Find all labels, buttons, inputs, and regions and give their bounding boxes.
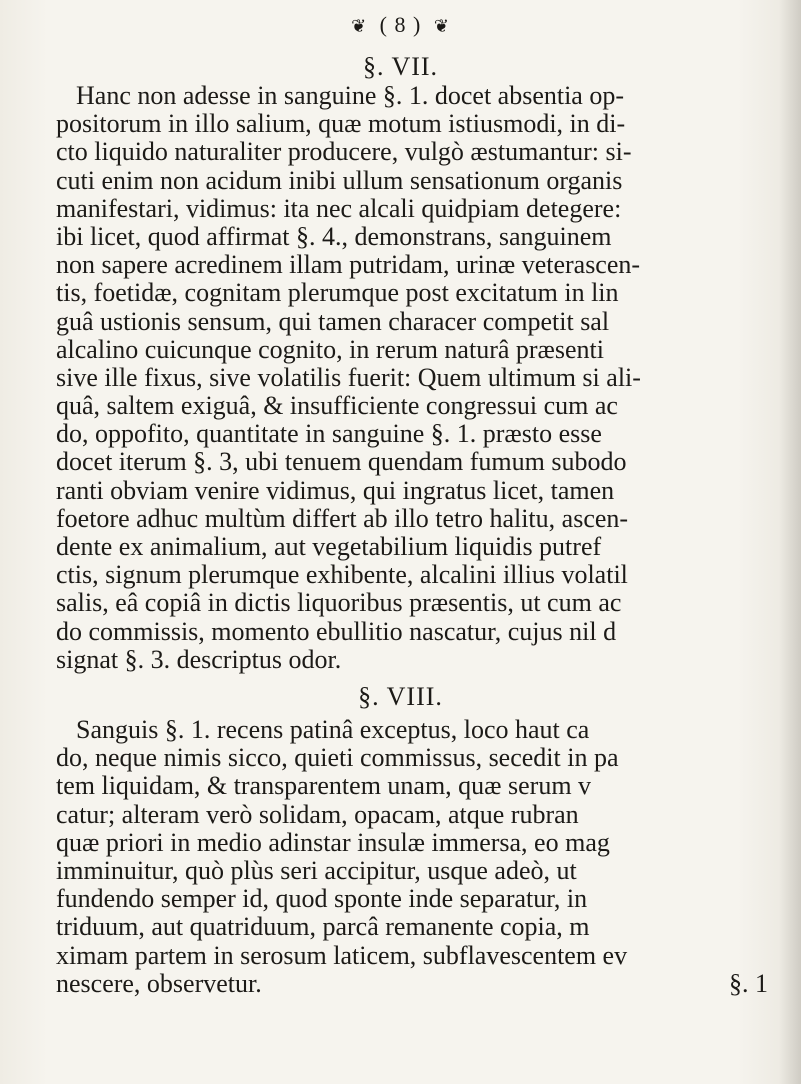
text-line: docet iterum §. 3, ubi tenuem quendam fumum subodo xyxy=(56,448,627,477)
text-line: do commissis, momento ebullitio nascatur, cujus nil d xyxy=(56,617,617,646)
text-line: guâ ustionis sensum, qui tamen characer competit sal xyxy=(56,307,610,336)
section-vii-body xyxy=(56,82,768,674)
text-line: non sapere acredinem illam putridam, urinæ veterascen- xyxy=(56,251,641,280)
text-line: sive ille fixus, sive volatilis fuerit: Quem ultimum si ali- xyxy=(56,363,641,392)
text-line: fundendo semper id, quod sponte inde separatur, in xyxy=(56,885,588,914)
section-vii-heading: §. VII. xyxy=(362,52,439,81)
text-line: quâ, saltem exiguâ, & insufficiente congressui cum ac xyxy=(56,392,618,421)
text-line: ximam partem in serosum laticem, subflavescentem ev xyxy=(56,941,628,970)
section-viii-body xyxy=(56,716,768,998)
text-line: imminuitur, quò plùs seri accipitur, usque adeò, ut xyxy=(56,856,577,885)
text-line: salis, eâ copiâ in dictis liquoribus præsentis, ut cum ac xyxy=(56,589,622,618)
text-line: ibi licet, quod affirmat §. 4., demonstrans, sanguinem xyxy=(56,222,612,251)
catchword: §. 1 xyxy=(729,969,768,998)
text-line: Hanc non adesse in sanguine §. 1. docet absentia op- xyxy=(76,82,625,110)
text-line: cto liquido naturaliter producere, vulgò æstumantur: si- xyxy=(56,138,632,167)
page-number: ( 8 ) xyxy=(379,12,422,37)
text-line xyxy=(56,970,768,998)
text-line: tem liquidam, & transparentem unam, quæ serum v xyxy=(56,772,592,801)
left-ornament-icon: ❦ xyxy=(351,16,368,37)
page-header xyxy=(0,12,801,38)
text-line: catur; alteram verò solidam, opacam, atque rubran xyxy=(56,800,579,829)
page-edge-shadow xyxy=(779,0,801,1084)
text-line: tis, foetidæ, cognitam plerumque post excitatum in lin xyxy=(56,279,619,308)
text-line: dente ex animalium, aut vegetabilium liquidis putref xyxy=(56,533,602,561)
text-line: signat §. 3. descriptus odor. xyxy=(56,645,342,674)
text-line: ctis, signum plerumque exhibente, alcalini illius volatil xyxy=(56,561,628,590)
text-line: triduum, aut quatriduum, parcâ remanente copia, m xyxy=(56,913,590,942)
section-viii-heading: §. VIII. xyxy=(358,682,443,711)
text-line: do, oppofito, quantitate in sanguine §. 1. præsto esse xyxy=(56,420,602,449)
text-line: foetore adhuc multùm differt ab illo tetro halitu, ascen- xyxy=(56,504,629,533)
text-line: Sanguis §. 1. recens patinâ exceptus, loco haut ca xyxy=(76,716,590,744)
text-line: do, neque nimis sicco, quieti commissus, secedit in pa xyxy=(56,744,619,773)
text-line: quæ priori in medio adinstar insulæ immersa, eo mag xyxy=(56,828,610,857)
text-line: cuti enim non acidum inibi ullum sensationum organis xyxy=(56,166,623,195)
text-line: alcalino cuicunque cognito, in rerum naturâ præsenti xyxy=(56,335,604,364)
text-line: manifestari, vidimus: ita nec alcali quidpiam detegere: xyxy=(56,194,622,223)
right-ornament-icon: ❦ xyxy=(433,16,450,37)
text-line: ranti obviam venire vidimus, qui ingratus licet, tamen xyxy=(56,476,615,505)
text-line-end: nescere, observetur. xyxy=(56,969,262,998)
text-line: positorum in illo salium, quæ motum istiusmodi, in di- xyxy=(56,110,626,139)
